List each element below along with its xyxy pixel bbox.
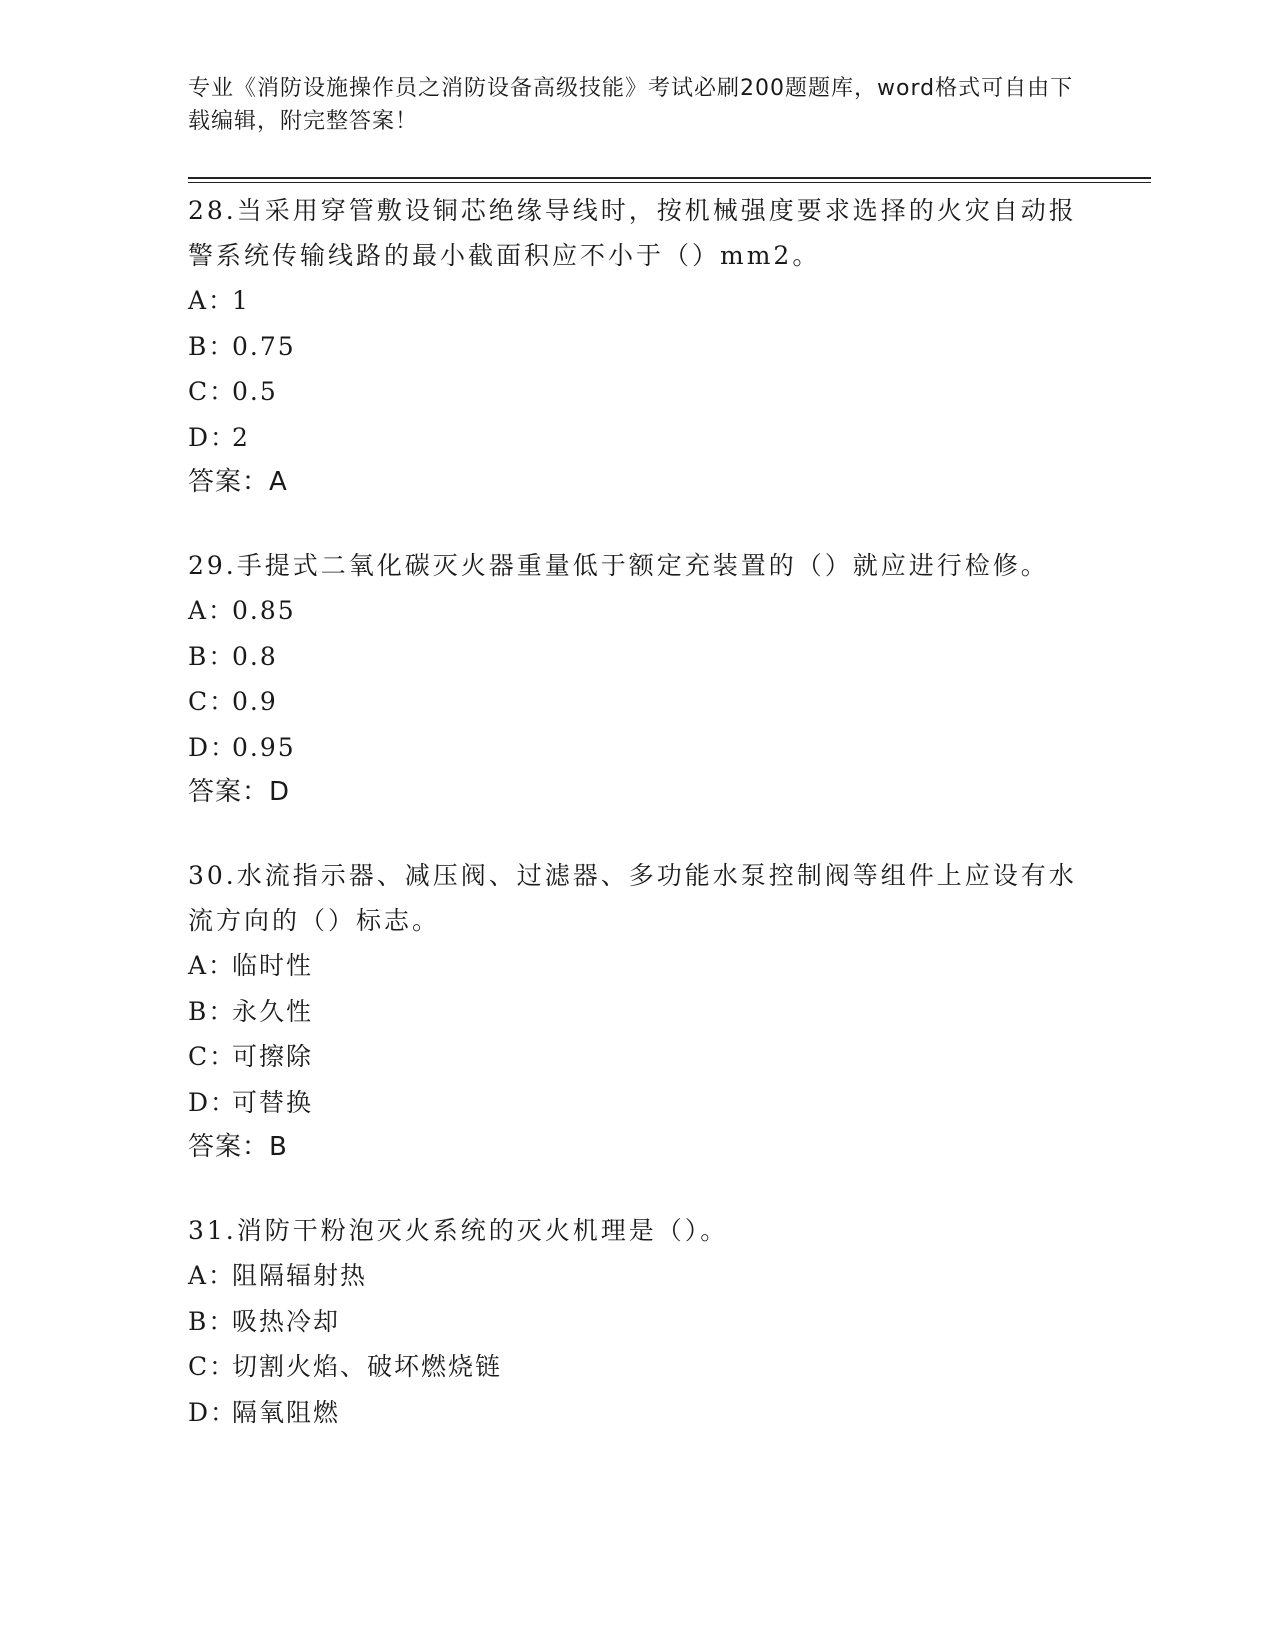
option-c <box>188 1034 1088 1080</box>
option-text: 永久性 <box>232 996 314 1026</box>
option-text: 1 <box>232 286 250 315</box>
option-text: 临时性 <box>232 951 314 980</box>
option-d <box>188 725 1088 771</box>
option-letter: A： <box>188 951 236 980</box>
document-header: 专业《消防设施操作员之消防设备高级技能》考试必刷200题题库，word格式可自由下载编辑，附完整答案！ <box>188 76 1074 134</box>
question-stem: 29.手提式二氧化碳灭火器重量低于额定充装置的（）就应进行检修。 <box>188 551 1049 580</box>
option-a <box>188 1253 1088 1299</box>
option-letter: A： <box>188 596 236 625</box>
question-28 <box>188 188 1088 505</box>
option-a <box>188 588 1088 634</box>
answer-line: 答案：B <box>188 1132 288 1162</box>
question-30 <box>188 853 1088 1170</box>
question-stem: 28.当采用穿管敷设铜芯绝缘导线时，按机械强度要求选择的火灾自动报警系统传输线路的最小截面积应不小于（）mm2。 <box>188 196 1077 270</box>
option-letter: C： <box>188 1352 237 1381</box>
option-c <box>188 1344 1088 1390</box>
question-29 <box>188 543 1088 815</box>
question-stem: 30.水流指示器、减压阀、过滤器、多功能水泵控制阀等组件上应设有水流方向的（）标志。 <box>188 861 1077 935</box>
option-b <box>188 989 1088 1035</box>
option-letter: D： <box>188 1397 238 1427</box>
option-letter: B： <box>188 996 236 1026</box>
answer-line: 答案：D <box>188 777 291 807</box>
option-letter: D： <box>188 422 238 452</box>
option-letter: C： <box>188 687 237 716</box>
header-divider-thick <box>188 177 1151 179</box>
option-letter: C： <box>188 1042 237 1071</box>
option-text: 0.9 <box>232 687 278 716</box>
option-b <box>188 1299 1088 1345</box>
option-letter: B： <box>188 331 236 361</box>
option-b <box>188 324 1088 370</box>
option-d <box>188 1080 1088 1126</box>
option-text: 0.75 <box>232 331 296 361</box>
header-divider-thin <box>188 182 1151 183</box>
option-letter: B： <box>188 641 236 671</box>
option-letter: D： <box>188 732 238 762</box>
option-letter: B： <box>188 1306 236 1336</box>
option-text: 吸热冷却 <box>232 1306 341 1336</box>
option-text: 可替换 <box>232 1087 314 1117</box>
option-a <box>188 943 1088 989</box>
option-text: 隔氧阻燃 <box>232 1397 341 1427</box>
question-stem: 31.消防干粉泡灭火系统的灭火机理是（）。 <box>188 1216 729 1245</box>
option-b <box>188 634 1088 680</box>
question-list <box>188 188 1088 1473</box>
option-text: 可擦除 <box>232 1042 314 1071</box>
option-text: 0.85 <box>232 596 296 625</box>
option-text: 0.95 <box>232 732 296 762</box>
option-text: 阻隔辐射热 <box>232 1261 368 1290</box>
question-31 <box>188 1208 1088 1435</box>
option-letter: D： <box>188 1087 238 1117</box>
option-letter: C： <box>188 377 237 406</box>
option-text: 2 <box>232 422 250 452</box>
option-a <box>188 278 1088 324</box>
option-text: 切割火焰、破坏燃烧链 <box>232 1352 503 1381</box>
option-d <box>188 1390 1088 1436</box>
option-c <box>188 679 1088 725</box>
option-d <box>188 415 1088 461</box>
option-c <box>188 369 1088 415</box>
option-letter: A： <box>188 286 236 315</box>
answer-line: 答案：A <box>188 467 288 497</box>
option-letter: A： <box>188 1261 236 1290</box>
option-text: 0.5 <box>232 377 278 406</box>
option-text: 0.8 <box>232 641 278 671</box>
